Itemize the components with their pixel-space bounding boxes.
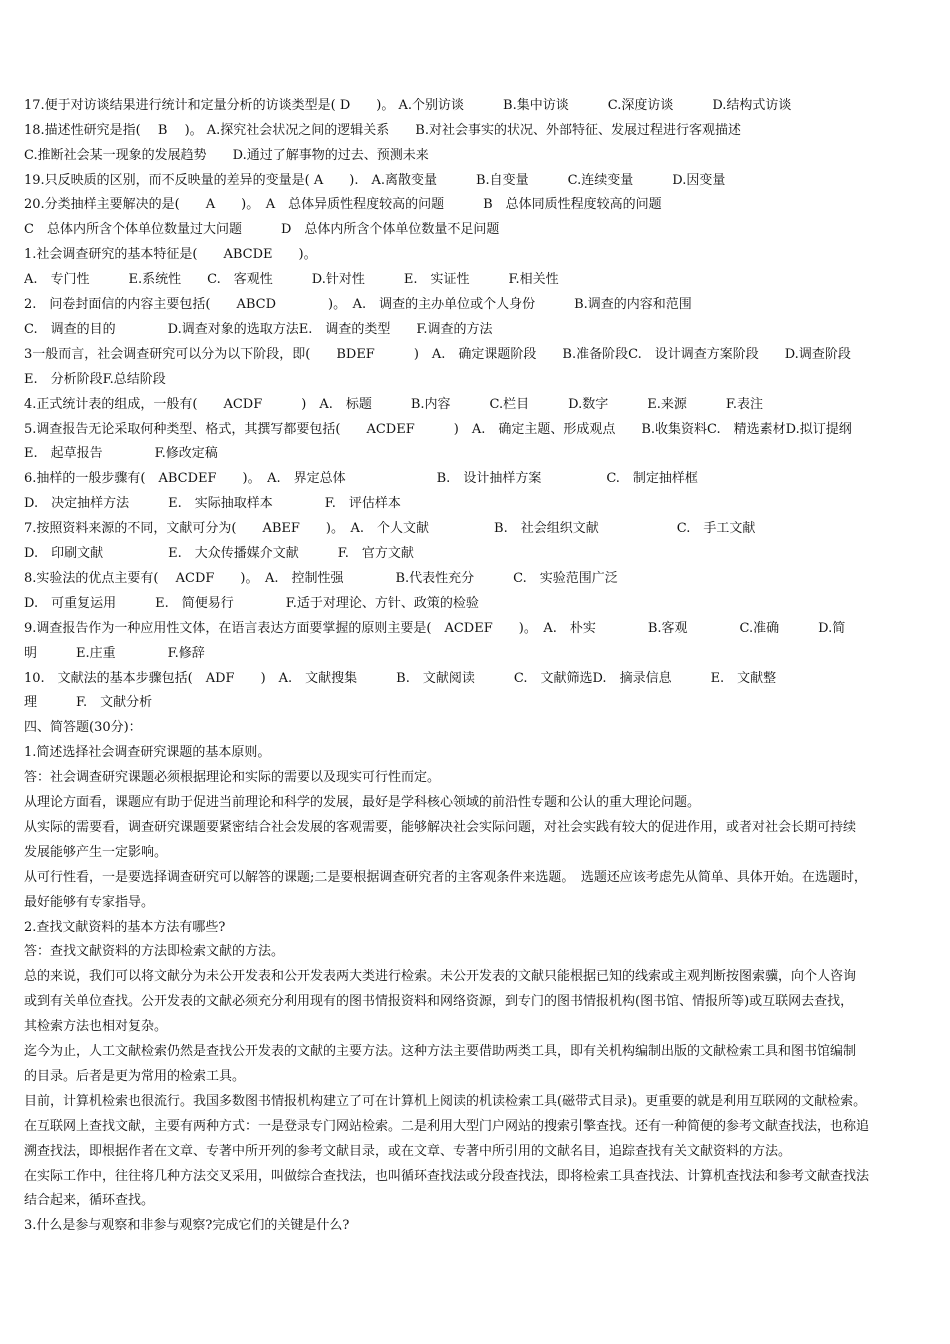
answer-paragraph: 答：社会调查研究课题必须根据理论和实际的需要以及现实可行性而定。 <box>24 770 441 785</box>
answer-paragraph: 其检索方法也相对复杂。 <box>24 1019 168 1034</box>
multi-question-2-options: C. 调查的目的 D.调查对象的选取方法E. 调查的类型 F.调查的方法 <box>24 322 493 337</box>
multi-question-5: 5.调查报告无论采取何种类型、格式，其撰写都要包括( ACDEF ) A. 确定主题、形成观点 B.收集资料C. 精选素材D.拟订提纲 <box>24 422 852 437</box>
answer-paragraph: 发展能够产生一定影响。 <box>24 845 168 860</box>
multi-question-9: 9.调查报告作为一种应用性文体，在语言表达方面要掌握的原则主要是( ACDEF )。 A. 朴实 B.客观 C.准确 D.简 <box>24 621 846 636</box>
multi-question-3-options: E. 分析阶段F.总结阶段 <box>24 372 166 387</box>
short-answer-2: 2.查找文献资料的基本方法有哪些? <box>24 920 226 935</box>
answer-paragraph: 结合起来，循环查找。 <box>24 1193 155 1208</box>
answer-paragraph: 总的来说，我们可以将文献分为未公开发表和公开发表两大类进行检索。未公开发表的文献只能根据已知的线索或主观判断按图索骥，向个人咨询 <box>24 969 857 984</box>
multi-question-7: 7.按照资料来源的不同，文献可分为( ABEF )。 A. 个人文献 B. 社会组织文献 C. 手工文献 <box>24 521 756 536</box>
multi-question-8-options: D. 可重复运用 E. 简便易行 F.适于对理论、方针、政策的检验 <box>24 596 479 611</box>
answer-paragraph: 迄今为止，人工文献检索仍然是查找公开发表的文献的主要方法。这种方法主要借助两类工具，即有关机构编制出版的文献检索工具和图书馆编制 <box>24 1044 857 1059</box>
answer-paragraph: 目前，计算机检索也很流行。我国多数图书情报机构建立了可在计算机上阅读的机读检索工具(磁带式目录)。更重要的就是利用互联网的文献检索。 <box>24 1094 867 1109</box>
answer-paragraph: 从实际的需要看，调查研究课题要紧密结合社会发展的客观需要，能够解决社会实际问题，对社会实践有较大的促进作用，或者对社会长期可持续 <box>24 820 857 835</box>
answer-paragraph: 最好能够有专家指导。 <box>24 895 155 910</box>
multi-question-6: 6.抽样的一般步骤有( ABCDEF )。 A. 界定总体 B. 设计抽样方案 C. 制定抽样框 <box>24 471 698 486</box>
multi-question-10: 10. 文献法的基本步骤包括( ADF ) A. 文献搜集 B. 文献阅读 C. 文献筛选D. 摘录信息 E. 文献整 <box>24 671 777 686</box>
question-20: 20.分类抽样主要解决的是( A )。 A 总体异质性程度较高的问题 B 总体同质性程度较高的问题 <box>24 197 662 212</box>
answer-paragraph: 在实际工作中，往往将几种方法交叉采用，叫做综合查找法，也叫循环查找法或分段查找法，即将检索工具查找法、计算机查找法和参考文献查找法 <box>24 1169 870 1184</box>
answer-paragraph: 从可行性看，一是要选择调查研究可以解答的课题;二是要根据调查研究者的主客观条件来选题。 选题还应该考虑先从简单、具体开始。在选题时， <box>24 870 867 885</box>
multi-question-7-options: D. 印刷文献 E. 大众传播媒介文献 F. 官方文献 <box>24 546 414 561</box>
multi-question-8: 8.实验法的优点主要有( ACDF )。 A. 控制性强 B.代表性充分 C. 实验范围广泛 <box>24 571 618 586</box>
short-answer-1: 1.简述选择社会调查研究课题的基本原则。 <box>24 745 271 760</box>
multi-question-10-options: 理 F. 文献分析 <box>24 695 153 710</box>
multi-question-6-options: D. 决定抽样方法 E. 实际抽取样本 F. 评估样本 <box>24 496 401 511</box>
multi-question-1-options: A. 专门性 E.系统性 C. 客观性 D.针对性 E. 实证性 F.相关性 <box>24 272 559 287</box>
answer-paragraph: 从理论方面看，课题应有助于促进当前理论和科学的发展，最好是学科核心领域的前沿性专题和公认的重大理论问题。 <box>24 795 701 810</box>
section-heading: 四、简答题(30分)： <box>24 720 142 735</box>
question-19: 19.只反映质的区别，而不反映量的差异的变量是( A ). A.离散变量 B.自变量 C.连续变量 D.因变量 <box>24 173 726 188</box>
short-answer-3: 3.什么是参与观察和非参与观察?完成它们的关键是什么? <box>24 1218 350 1233</box>
answer-paragraph: 答：查找文献资料的方法即检索文献的方法。 <box>24 944 285 959</box>
answer-paragraph: 或到有关单位查找。公开发表的文献必须充分利用现有的图书情报资料和网络资源，到专门的图书情报机构(图书馆、情报所等)或互联网去查找， <box>24 994 854 1009</box>
question-20-options: C 总体内所含个体单位数量过大问题 D 总体内所含个体单位数量不足问题 <box>24 222 500 237</box>
multi-question-1: 1.社会调查研究的基本特征是( ABCDE )。 <box>24 247 317 262</box>
multi-question-9-options: 明 E.庄重 F.修辞 <box>24 646 205 661</box>
question-17: 17.便于对访谈结果进行统计和定量分析的访谈类型是( D )。 A.个别访谈 B.集中访谈 C.深度访谈 D.结构式访谈 <box>24 98 792 113</box>
answer-paragraph: 的目录。后者是更为常用的检索工具。 <box>24 1069 246 1084</box>
multi-question-3: 3一般而言，社会调查研究可以分为以下阶段，即( BDEF ) A. 确定课题阶段 B.准备阶段C. 设计调查方案阶段 D.调查阶段 <box>24 347 851 362</box>
question-18-options: C.推断社会某一现象的发展趋势 D.通过了解事物的过去、预测未来 <box>24 148 429 163</box>
multi-question-4: 4.正式统计表的组成，一般有( ACDF ) A. 标题 B.内容 C.栏目 D.数字 E.来源 F.表注 <box>24 397 763 412</box>
multi-question-2: 2. 问卷封面信的内容主要包括( ABCD )。 A. 调查的主办单位或个人身份 B.调查的内容和范围 <box>24 297 692 312</box>
question-18: 18.描述性研究是指( B )。 A.探究社会状况之间的逻辑关系 B.对社会事实的状况、外部特征、发展过程进行客观描述 <box>24 123 741 138</box>
answer-paragraph: 在互联网上查找文献，主要有两种方式：一是登录专门网站检索。二是利用大型门户网站的搜索引擎查找。还有一种简便的参考文献查找法，也称追 <box>24 1119 870 1134</box>
multi-question-5-options: E. 起草报告 F.修改定稿 <box>24 446 218 461</box>
answer-paragraph: 溯查找法，即根据作者在文章、专著中所开列的参考文献目录，或在文章、专著中所引用的文献名目，追踪查找有关文献资料的方法。 <box>24 1144 792 1159</box>
